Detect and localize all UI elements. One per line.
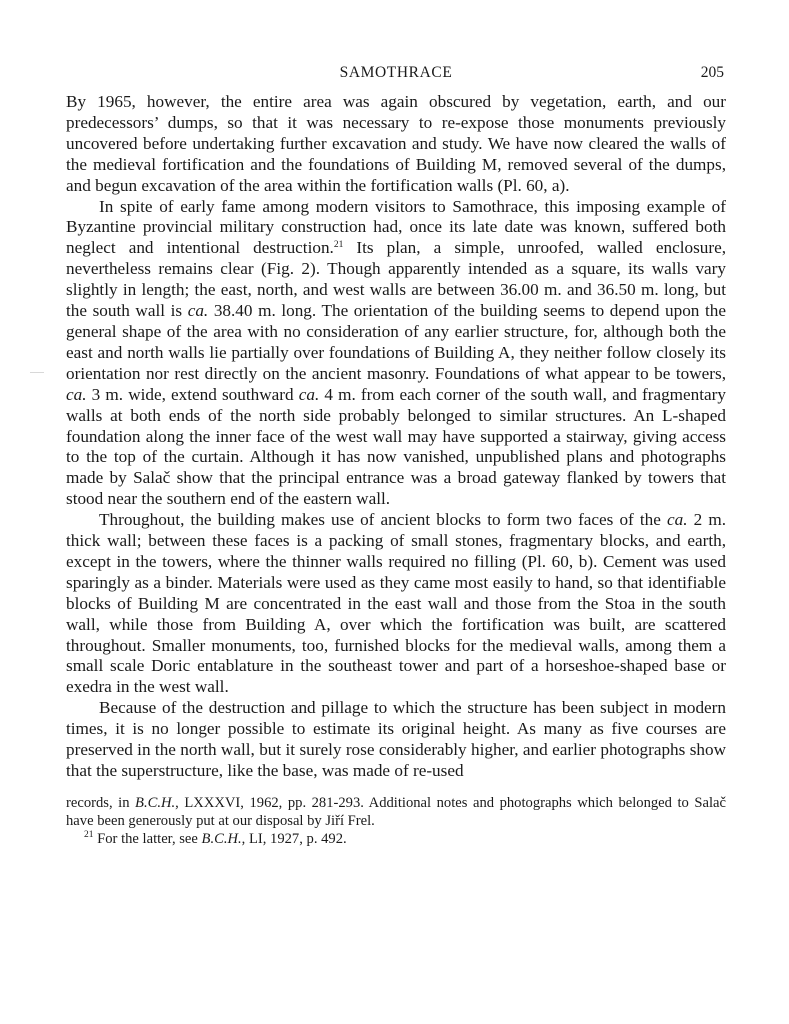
- footnote-ref-21: 21: [333, 240, 344, 251]
- running-head: SAMOTHRACE: [339, 64, 453, 81]
- paragraph-3: Throughout, the building makes use of ancient blocks to form two faces of the ca. 2 m. thick wall; between these faces is a packing of small stones, fragmentary blocks, and earth, except in the towers, where the thinner walls required no filling (Pl. 60, b). Cement was used sparingly as a binder. Materials were used as they came most easily to hand, so that identifiable blocks of Building M are concentrated in the east wall and those from the Stoa in the south wall, while those from Building A, over which the fortification was built, are scattered throughout. Smaller monuments, too, furnished blocks for the medieval walls, among them a small scale Doric entablature in the southeast tower and part of a horseshoe-shaped base or exedra in the west wall.: [66, 510, 726, 697]
- footnote-21: $^{21}$ For the latter, see B.C.H., LI, 1927, p. 492.: [84, 829, 347, 847]
- page-header: [66, 62, 726, 88]
- footnote-number: 21: [84, 829, 94, 840]
- page-number: 205: [700, 64, 724, 81]
- footnotes: [66, 794, 726, 848]
- scan-mark: [30, 372, 44, 373]
- paragraph-1: By 1965, however, the entire area was again obscured by vegetation, earth, and our predecessors’ dumps, so that it was necessary to re-expose those monuments previously uncovered before undertaking further excavation and study. We have now cleared the walls of the medieval fortification and the foundations of Building M, removed several of the dumps, and begun excavation of the area within the fortification walls (Pl. 60, a).: [66, 92, 726, 195]
- document-page: [66, 62, 726, 848]
- footnote-continuation: records, in B.C.H., LXXXVI, 1962, pp. 281-293. Additional notes and photographs which belonged to Salač have been generously put at our disposal by Jiří Frel.: [66, 794, 726, 829]
- paragraph-2: In spite of early fame among modern visitors to Samothrace, this imposing example of Byzantine provincial military construction had, once its late date was known, suffered both neglect and intentional destruction.$^{21}$ Its plan, a simple, unroofed, walled enclosure, nevertheless remains clear (Fig. 2). Though apparently intended as a square, its walls vary slightly in length; the east, north, and west walls are between 36.00 m. and 36.50 m. long, but the south wall is ca. 38.40 m. long. The orientation of the building seems to depend upon the general shape of the area with no consideration of any earlier structure, for, although both the east and north walls lie partially over foundations of Building A, they neither follow closely its orientation nor rest directly on the ancient masonry. Foundations of what appear to be towers, ca. 3 m. wide, extend southward ca. 4 m. from each corner of the south wall, and fragmentary walls at both ends of the north side probably belonged to similar structures. An L-shaped foundation along the inner face of the west wall may have supported a stairway, giving access to the top of the curtain. Although it has now vanished, unpublished plans and photographs made by Salač show that the principal entrance was a broad gateway flanked by towers that stood near the southern end of the eastern wall.: [66, 196, 726, 509]
- paragraph-4: Because of the destruction and pillage to which the structure has been subject in modern times, it is no longer possible to estimate its original height. As many as five courses are preserved in the north wall, but it surely rose considerably higher, and earlier photographs show that the superstructure, like the base, was made of re-used: [66, 698, 726, 780]
- body-text: [66, 92, 726, 782]
